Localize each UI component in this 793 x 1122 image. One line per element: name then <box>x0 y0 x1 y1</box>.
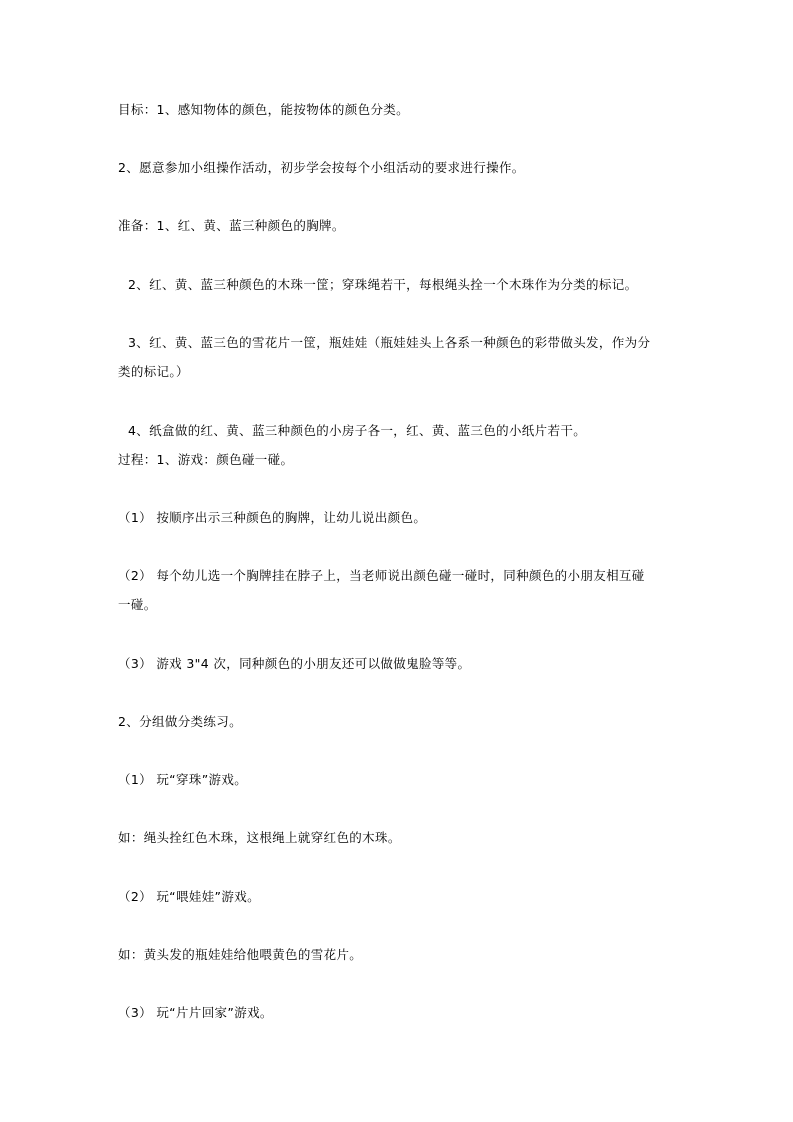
prep-line-2: 2、红、黄、蓝三种颜色的木珠一筐；穿珠绳若干，每根绳头拴一个木珠作为分类的标记。 <box>128 277 638 292</box>
process-step-2-cont: 一碰。 <box>118 597 157 612</box>
process-step-2: （2） 每个幼儿选一个胸牌挂在脖子上，当老师说出颜色碰一碰时，同种颜色的小朋友相互碰 <box>118 568 645 583</box>
prep-line-1: 准备：1、红、黄、蓝三种颜色的胸牌。 <box>118 218 345 233</box>
process-line-2: 2、分组做分类练习。 <box>118 714 242 729</box>
game-1-example: 如：绳头拴红色木珠，这根绳上就穿红色的木珠。 <box>118 830 401 845</box>
game-2-example: 如：黄头发的瓶娃娃给他喂黄色的雪花片。 <box>118 947 363 962</box>
process-line-1: 过程：1、游戏：颜色碰一碰。 <box>118 452 294 467</box>
process-step-3: （3） 游戏 3"4 次，同种颜色的小朋友还可以做做鬼脸等等。 <box>118 656 471 671</box>
process-step-1: （1） 按顺序出示三种颜色的胸牌，让幼儿说出颜色。 <box>118 510 427 525</box>
game-3: （3） 玩“片片回家”游戏。 <box>118 1005 273 1020</box>
prep-line-4: 4、纸盒做的红、黄、蓝三种颜色的小房子各一，红、黄、蓝三色的小纸片若干。 <box>128 423 587 438</box>
prep-line-3: 3、红、黄、蓝三色的雪花片一筐，瓶娃娃（瓶娃娃头上各系一种颜色的彩带做头发，作为分 <box>128 335 651 350</box>
game-2: （2） 玩“喂娃娃”游戏。 <box>118 889 260 904</box>
game-1: （1） 玩“穿珠”游戏。 <box>118 772 248 787</box>
goal-line-2: 2、愿意参加小组操作活动，初步学会按每个小组活动的要求进行操作。 <box>118 160 525 175</box>
goal-line-1: 目标：1、感知物体的颜色，能按物体的颜色分类。 <box>118 102 410 117</box>
prep-line-3-cont: 类的标记。） <box>118 364 189 379</box>
